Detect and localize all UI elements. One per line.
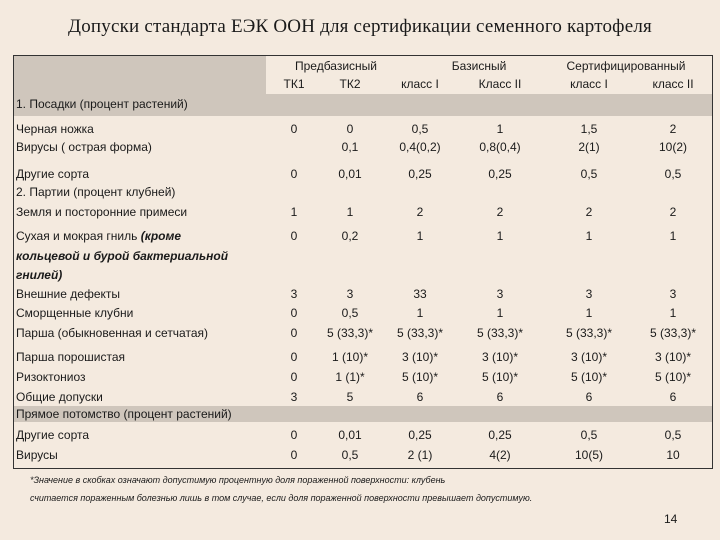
row-label-continued: кольцевой и бурой бактериальной [16,249,229,263]
value-cell: 0,5 [664,167,682,181]
header-col-basic-1: класс I [401,77,439,91]
header-label-band [14,56,266,94]
value-cell: 1 [346,205,354,219]
value-cell: 0 [290,122,298,136]
value-cell: 0,5 [580,428,598,442]
value-cell: 0 [346,122,354,136]
value-cell: 0 [290,229,298,243]
value-cell: 1,5 [580,122,598,136]
value-cell: 2 [585,205,593,219]
page-number: 14 [664,512,678,526]
value-cell: 3 [290,287,298,301]
value-cell: 5 (10)* [570,370,608,384]
row-label: Черная ножка [16,122,94,136]
value-cell: 6 [496,390,504,404]
value-cell: 3 (10)* [654,350,692,364]
value-cell: 0 [290,167,298,181]
value-cell: 3 [346,287,354,301]
section-heading: 1. Посадки (процент растений) [16,97,188,111]
row-label-part: Сухая и мокрая гниль [16,229,138,243]
value-cell: 0,5 [341,306,359,320]
value-cell: 1 [585,306,593,320]
value-cell: 0,5 [341,448,359,462]
value-cell: 1 (1)* [335,370,365,384]
header-group-certified: Сертифицированный [566,59,686,73]
value-cell: 0,1 [341,140,359,154]
value-cell: 3 [496,287,504,301]
value-cell: 2 [669,122,677,136]
value-cell: 5 (10)* [654,370,692,384]
value-cell: 5 (33,3)* [565,326,613,340]
header-group-basic: Базисный [451,59,507,73]
value-cell: 0,4(0,2) [399,140,441,154]
value-cell: 2(1) [578,140,600,154]
value-cell: 0 [290,326,298,340]
row-label: Внешние дефекты [16,287,120,301]
value-cell: 2 [496,205,504,219]
footnote-line-1: *Значение в скобках означают допустимую процентную доля пораженной поверхности: клубень [30,475,446,485]
row-label: Ризоктониоз [16,370,86,384]
value-cell: 1 [416,306,424,320]
row-label: Сморщенные клубни [16,306,134,320]
value-cell: 5 (33,3)* [326,326,374,340]
value-cell: 3 (10)* [401,350,439,364]
value-cell: 0,25 [408,167,432,181]
row-label: Другие сорта [16,428,90,442]
row-label-continued: гнилей) [16,268,63,282]
value-cell: 1 [290,205,298,219]
header-col-cert-1: класс I [570,77,608,91]
header-col-basic-2: Класс II [478,77,522,91]
value-cell: 0 [290,448,298,462]
value-cell: 6 [416,390,424,404]
value-cell: 3 [585,287,593,301]
section-heading: 2. Партии (процент клубней) [16,185,176,199]
footnote-line-2: считается пораженным болезнью лишь в том случае, если доля пораженной поверхности превышает допустимую. [30,493,533,503]
page-title: Допуски стандарта ЕЭК ООН для сертификации семенного картофеля [68,16,652,37]
value-cell: 5 (33,3)* [396,326,444,340]
value-cell: 5 (33,3)* [649,326,697,340]
value-cell: 0,01 [338,167,362,181]
value-cell: 0 [290,370,298,384]
value-cell: 1 [496,122,504,136]
value-cell: 3 (10)* [570,350,608,364]
value-cell: 2 [669,205,677,219]
value-cell: 5 (10)* [401,370,439,384]
value-cell: 10 [666,448,680,462]
value-cell: 0 [290,306,298,320]
row-label: Общие допуски [16,390,103,404]
row-label: Парша порошистая [16,350,125,364]
value-cell: 3 [669,287,677,301]
value-cell: 4(2) [489,448,511,462]
value-cell: 10(5) [574,448,603,462]
row-label: Вирусы [16,448,58,462]
header-group-prebasic: Предбазисный [294,59,377,73]
value-cell: 1 [585,229,593,243]
value-cell: 3 (10)* [481,350,519,364]
value-cell: 0,2 [341,229,359,243]
value-cell: 0,01 [338,428,362,442]
value-cell: 1 [669,229,677,243]
value-cell: 6 [669,390,677,404]
value-cell: 6 [585,390,593,404]
value-cell: 10(2) [658,140,687,154]
row-label: Парша (обыкновенная и сетчатая) [16,326,208,340]
row-label: Вирусы ( острая форма) [16,140,152,154]
value-cell: 0,8(0,4) [479,140,521,154]
value-cell: 0,25 [488,167,512,181]
value-cell: 0,25 [408,428,432,442]
header-col-cert-2: класс II [652,77,694,91]
header-col-tk2: ТК2 [339,77,361,91]
row-label-part: (кроме [140,229,182,243]
value-cell: 5 (33,3)* [476,326,524,340]
value-cell: 2 [416,205,424,219]
value-cell: 5 (10)* [481,370,519,384]
value-cell: 33 [413,287,427,301]
value-cell: 2 (1) [407,448,433,462]
value-cell: 1 [416,229,424,243]
value-cell: 3 [290,390,298,404]
tolerance-table [13,55,713,469]
row-label: Земля и посторонние примеси [16,205,188,219]
header-col-tk1: ТК1 [283,77,305,91]
value-cell: 1 (10)* [331,350,369,364]
row-label: Другие сорта [16,167,90,181]
value-cell: 1 [496,306,504,320]
value-cell: 0,5 [664,428,682,442]
value-cell: 1 [669,306,677,320]
value-cell: 1 [496,229,504,243]
row-label [16,229,181,243]
value-cell: 0,5 [580,167,598,181]
section-heading: Прямое потомство (процент растений) [16,407,232,421]
value-cell: 5 [346,390,354,404]
value-cell: 0 [290,350,298,364]
value-cell: 0,5 [411,122,429,136]
value-cell: 0,25 [488,428,512,442]
value-cell: 0 [290,428,298,442]
